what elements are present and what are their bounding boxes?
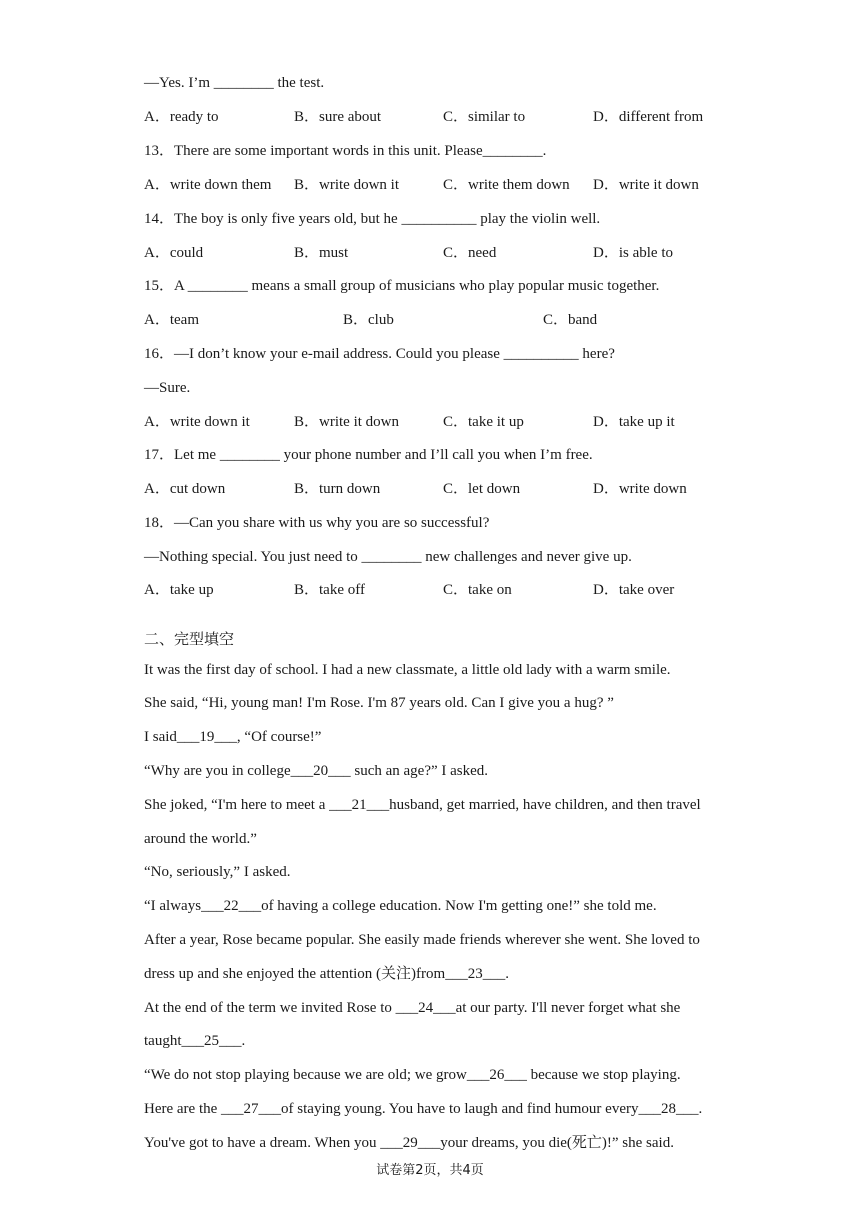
passage-line-11: [144, 999, 680, 1017]
q18-options: [144, 581, 744, 599]
q12-option-c: C．similar to: [443, 109, 526, 125]
blank-22: ___22___: [201, 898, 262, 914]
passage-line-2: She said, “Hi, young man! I'm Rose. I'm 87 years old. Can I give you a hug? ”: [144, 695, 614, 711]
passage-text: , “Of course!”: [236, 729, 322, 745]
q13-option-d: D．write it down: [593, 177, 699, 193]
blank-20: ___20___: [290, 763, 351, 779]
q17-option-d: D．write down: [593, 481, 687, 497]
blank-29: ___29___: [380, 1135, 441, 1151]
passage-line-3: [144, 728, 321, 746]
q12-option-b: B．sure about: [294, 109, 382, 125]
q12-option-a: A．ready to: [144, 109, 219, 125]
passage-line-9: After a year, Rose became popular. She easily made friends wherever she went. She loved to: [144, 932, 700, 948]
passage-text: Here are the: [144, 1101, 222, 1117]
passage-line-7: “No, seriously,” I asked.: [144, 864, 291, 880]
passage-text: your dreams, you die(死亡)!” she said.: [440, 1135, 674, 1151]
q16-option-b: B．write it down: [294, 414, 399, 430]
q18-option-a: A．take up: [144, 582, 214, 598]
section-heading: 二、完型填空: [144, 630, 235, 648]
passage-text: .: [241, 1033, 246, 1049]
q13-options: [144, 176, 744, 194]
q16-option-c: C．take it up: [443, 414, 524, 430]
q16-stem: 16．—I don’t know your e-mail address. Could you please __________ here?: [144, 346, 615, 362]
q18-answer-line: —Nothing special. You just need to ________ new challenges and never give up.: [144, 549, 632, 565]
passage-line-14: [144, 1100, 702, 1118]
blank-28: ___28___: [638, 1101, 699, 1117]
passage-text: “Why are you in college: [144, 763, 291, 779]
q13-option-b: B．write down it: [294, 177, 399, 193]
q17-options: [144, 480, 744, 498]
q16-answer-line: —Sure.: [144, 380, 191, 396]
passage-line-8: [144, 897, 657, 915]
q16-option-a: A．write down it: [144, 414, 250, 430]
passage-line-6: around the world.”: [144, 831, 257, 847]
passage-text: “We do not stop playing because we are old; we grow: [144, 1067, 467, 1083]
passage-text: You've got to have a dream. When you: [144, 1135, 381, 1151]
passage-text: of having a college education. Now I'm getting one!” she told me.: [261, 898, 657, 914]
q13-option-a: A．write down them: [144, 177, 272, 193]
q18-option-c: C．take on: [443, 582, 512, 598]
passage-line-10: [144, 965, 509, 983]
passage-line-4: [144, 762, 488, 780]
q16-option-d: D．take up it: [593, 414, 675, 430]
passage-line-1: It was the first day of school. I had a new classmate, a little old lady with a warm smile.: [144, 662, 671, 678]
q13-option-c: C．write them down: [443, 177, 570, 193]
page-footer: 试卷第2页，共4页: [376, 1163, 484, 1178]
blank-19: ___19___: [176, 729, 237, 745]
passage-text: At the end of the term we invited Rose to: [144, 1000, 396, 1016]
passage-text: because we stop playing.: [526, 1067, 681, 1083]
blank-24: ___24___: [395, 1000, 456, 1016]
blank-27: ___27___: [221, 1101, 282, 1117]
q15-option-b: B．club: [343, 312, 394, 328]
q15-stem: 15．A ________ means a small group of musicians who play popular music together.: [144, 278, 660, 294]
q17-stem: 17．Let me ________ your phone number and I’ll call you when I’m free.: [144, 447, 593, 463]
q12-options: [144, 108, 744, 126]
q14-option-d: D．is able to: [593, 245, 673, 261]
q14-option-c: C．need: [443, 245, 497, 261]
passage-text: of staying young. You have to laugh and find humour every: [281, 1101, 639, 1117]
blank-23: ___23___: [445, 966, 506, 982]
passage-text: I said: [144, 729, 177, 745]
q15-options: [144, 311, 744, 329]
passage-text: dress up and she enjoyed the attention (关注)from: [144, 966, 446, 982]
q14-option-b: B．must: [294, 245, 349, 261]
passage-line-13: [144, 1066, 681, 1084]
q14-options: [144, 244, 744, 262]
q18-option-d: D．take over: [593, 582, 675, 598]
passage-text: She joked, “I'm here to meet a: [144, 797, 330, 813]
blank-25: ___25___: [181, 1033, 242, 1049]
q14-option-a: A．could: [144, 245, 204, 261]
q12-answer-line: —Yes. I’m ________ the test.: [144, 75, 325, 91]
q17-option-c: C．let down: [443, 481, 521, 497]
blank-26: ___26___: [466, 1067, 527, 1083]
q17-option-b: B．turn down: [294, 481, 381, 497]
passage-line-12: [144, 1032, 245, 1050]
passage-text: .: [505, 966, 509, 982]
passage-text: taught: [144, 1033, 182, 1049]
q17-option-a: A．cut down: [144, 481, 226, 497]
q18-option-b: B．take off: [294, 582, 365, 598]
passage-text: at our party. I'll never forget what she: [455, 1000, 681, 1016]
q12-option-d: D．different from: [593, 109, 704, 125]
q15-option-a: A．team: [144, 312, 199, 328]
q18-stem: 18．—Can you share with us why you are so successful?: [144, 515, 490, 531]
passage-line-15: [144, 1134, 674, 1152]
passage-text: husband, get married, have children, and then travel: [389, 797, 701, 813]
q13-stem: 13．There are some important words in this unit. Please________.: [144, 143, 547, 159]
passage-text: .: [698, 1101, 703, 1117]
q14-stem: 14．The boy is only five years old, but he __________ play the violin well.: [144, 211, 601, 227]
passage-line-5: [144, 796, 701, 814]
passage-text: “I always: [144, 898, 202, 914]
blank-21: ___21___: [329, 797, 390, 813]
q15-option-c: C．band: [543, 312, 598, 328]
passage-text: such an age?” I asked.: [350, 763, 489, 779]
q16-options: [144, 413, 744, 431]
